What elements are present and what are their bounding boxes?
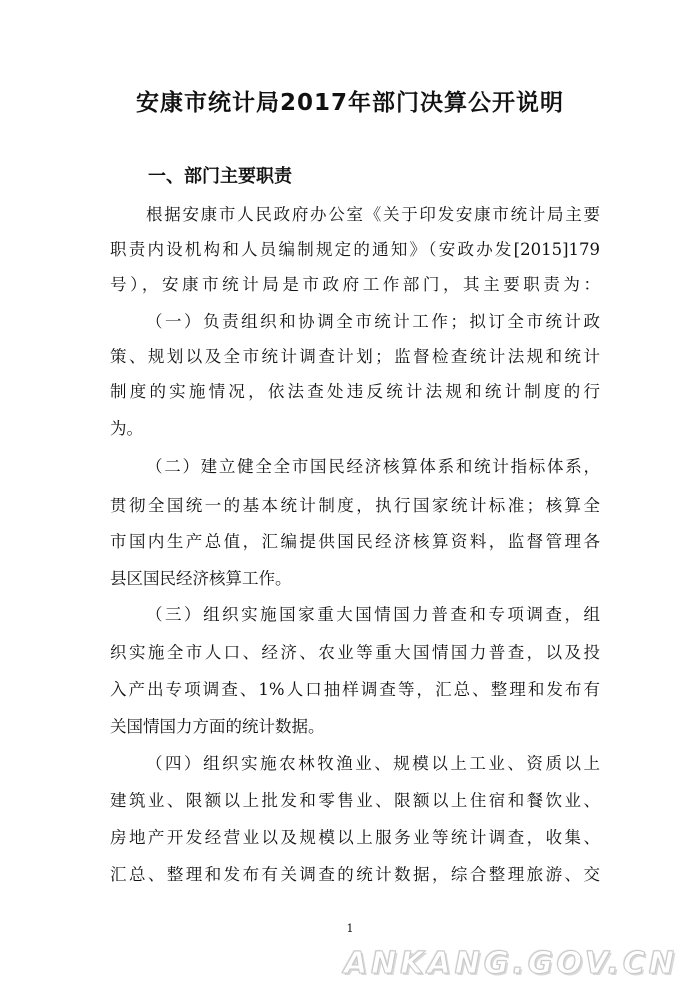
paragraph-line: 策、规划以及全市统计调查计划；监督检查统计法规和统计: [110, 347, 600, 366]
paragraph-line: 汇总、整理和发布有关调查的统计数据，综合整理旅游、交: [110, 865, 600, 884]
watermark-logo: ANKANG.GOV.CN: [343, 946, 678, 981]
paragraph-line: 为。: [110, 419, 143, 438]
paragraph-line: 关国情国力方面的统计数据。: [110, 717, 325, 736]
paragraph-line: 房地产开发经营业以及规模以上服务业等统计调查，收集、: [110, 828, 600, 847]
paragraph-line: 职责内设机构和人员编制规定的通知》（安政办发[2015]179: [110, 240, 600, 259]
paragraph-line: 建筑业、限额以上批发和零售业、限额以上住宿和餐饮业、: [110, 791, 600, 810]
paragraph-line: 制度的实施情况，依法查处违反统计法规和统计制度的行: [110, 382, 600, 401]
paragraph-line: （四）组织实施农林牧渔业、规模以上工业、资质以上: [146, 754, 600, 773]
section-heading: 一、部门主要职责: [148, 166, 292, 187]
paragraph-line: 入产出专项调查、1%人口抽样调查等，汇总、整理和发布有: [110, 680, 600, 699]
paragraph-line: 根据安康市人民政府办公室《关于印发安康市统计局主要: [146, 205, 600, 224]
document-title: 安康市统计局2017年部门决算公开说明: [135, 90, 564, 116]
paragraph-line: 市国内生产总值，汇编提供国民经济核算资料，监督管理各: [110, 532, 600, 551]
paragraph-line: 县区国民经济核算工作。: [110, 569, 292, 588]
paragraph-line: （二）建立健全全市国民经济核算体系和统计指标体系，: [146, 457, 600, 476]
paragraph-line: （一）负责组织和协调全市统计工作；拟订全市统计政: [146, 312, 600, 331]
paragraph-line: （三）组织实施国家重大国情国力普查和专项调查，组: [146, 605, 600, 624]
page-number: 1: [346, 922, 354, 935]
paragraph-line: 号），安康市统计局是市政府工作部门，其主要职责为：: [110, 275, 600, 294]
paragraph-line: 织实施全市人口、经济、农业等重大国情国力普查，以及投: [110, 643, 600, 662]
paragraph-line: 贯彻全国统一的基本统计制度，执行国家统计标准；核算全: [110, 496, 600, 515]
